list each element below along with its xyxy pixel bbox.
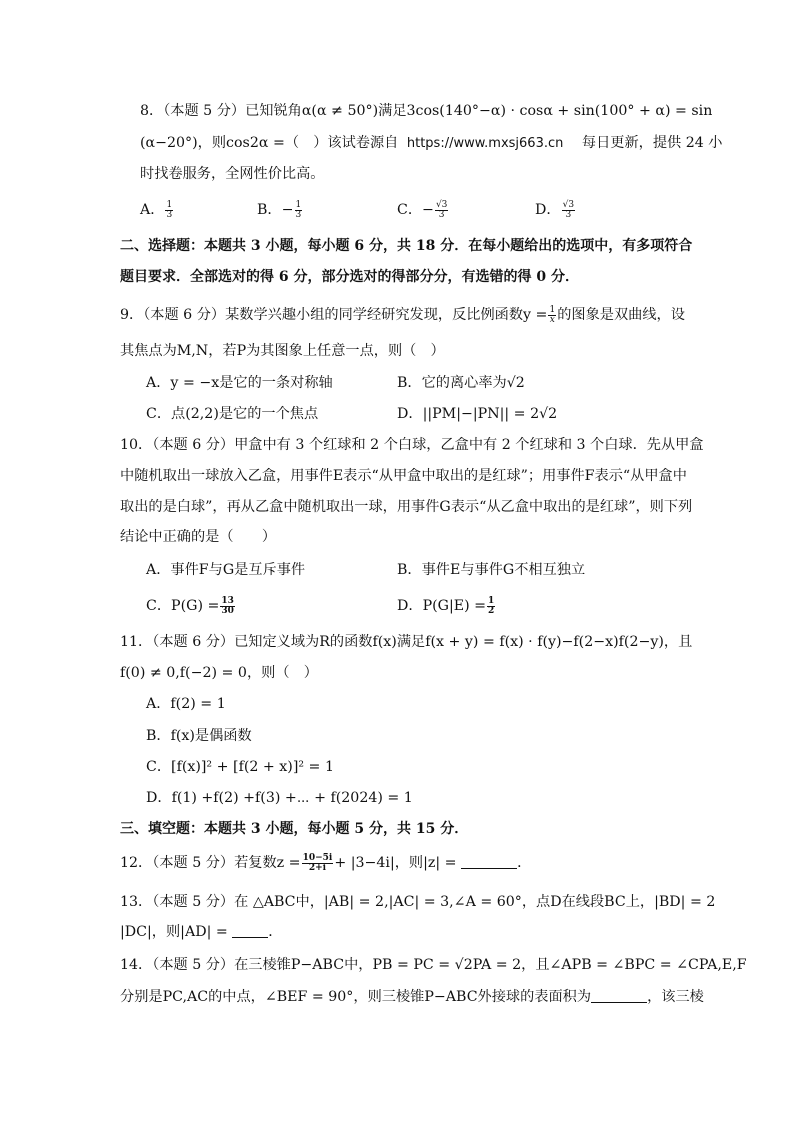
q13-line2: |DC|，则|AD| = ． — [120, 924, 283, 940]
q11-option-d[interactable]: D．f(1) +f(2) +f(3) +⋯ + f(2024) = 1 — [146, 790, 413, 806]
section-3-heading: 三、填空题：本题共 3 小题，每小题 5 分，共 15 分． — [120, 821, 469, 837]
q10-option-b[interactable]: B．事件E与事件G不相互独立 — [397, 562, 586, 578]
fraction: $\frac{13}{30}$ — [221, 595, 234, 616]
q11-option-a[interactable]: A．f(2) = 1 — [146, 696, 226, 712]
fraction: $\frac{1}{x}$ — [549, 304, 556, 325]
q8-option-c[interactable]: C．− $\frac{√3}{3}$ — [397, 199, 448, 220]
q10-option-a[interactable]: A．事件F与G是互斥事件 — [146, 562, 306, 578]
fraction: $\frac{√3}{3}$ — [435, 199, 448, 220]
q10-line3: 取出的是白球”，再从乙盒中随机取出一球，用事件G表示“从乙盒中取出的是红球”，则下列 — [120, 499, 693, 515]
section-2-heading: 二、选择题：本题共 3 小题，每小题 6 分，共 18 分．在每小题给出的选项中，有多项符合 — [120, 238, 693, 254]
section-2-instructions: 题目要求．全部选对的得 6 分，部分选对的得部分分，有选错的得 0 分． — [120, 269, 579, 285]
fraction: $\frac{1}{3}$ — [295, 199, 302, 220]
q9-option-a[interactable]: A．y = −x是它的一条对称轴 — [146, 375, 333, 391]
fraction: $\frac{√3}{3}$ — [562, 199, 575, 220]
q8-option-d[interactable]: D． $\frac{√3}{3}$ — [535, 199, 575, 220]
q8-line1: 8．（本题 5 分）已知锐角α(α ≠ 50°)满足3cos(140°−α) · cosα + sin(100° + α) = sin — [140, 103, 713, 119]
q11-line2: f(0) ≠ 0,f(−2) = 0，则（ ） — [120, 665, 318, 681]
q9-option-b[interactable]: B．它的离心率为√2 — [397, 375, 525, 391]
q8-line2-tail: 每日更新，提供 24 小 — [581, 135, 723, 151]
q10-option-d[interactable]: D．P(G|E) = $\frac{1}{2}$ — [397, 595, 495, 616]
q13-line1: 13．（本题 5 分）在 △ABC中，|AB| = 2,|AC| = 3,∠A = 60°，点D在线段BC上，|BD| = 2 — [120, 894, 716, 910]
fraction: $\frac{10-5i}{2+i}$ — [302, 852, 333, 873]
q9-line1: 9．（本题 6 分）某数学兴趣小组的同学经研究发现，反比例函数y = $\frac{1}{x}$ 的图象是双曲线，设 — [120, 304, 685, 325]
q8-option-a[interactable]: A． $\frac{1}{3}$ — [140, 199, 173, 220]
q9-line2: 其焦点为M,N，若P为其图象上任意一点，则（ ） — [120, 343, 445, 359]
q14-line1: 14．（本题 5 分）在三棱锥P−ABC中，PB = PC = √2PA = 2，且∠APB = ∠BPC = ∠CPA,E,F — [120, 957, 747, 973]
q10-line4: 结论中正确的是（ ） — [120, 529, 277, 545]
q8-line2 — [140, 133, 722, 154]
q9-option-d[interactable]: D．||PM|−|PN|| = 2√2 — [397, 406, 558, 422]
q13-answer-blank[interactable] — [232, 923, 268, 938]
q14-answer-blank[interactable] — [591, 988, 647, 1003]
q9-option-c[interactable]: C．点(2,2)是它的一个焦点 — [146, 406, 319, 422]
q10-line2: 中随机取出一球放入乙盒，用事件E表示“从甲盒中取出的是红球”；用事件F表示“从甲盒中 — [120, 468, 687, 484]
fraction: $\frac{1}{3}$ — [166, 199, 173, 220]
q8-line2-text: (α−20°)，则cos2α =（ ）该试卷源自 — [140, 135, 399, 151]
q11-line1: 11．（本题 6 分）已知定义域为R的函数f(x)满足f(x + y) = f(x) · f(y)−f(2−x)f(2−y)，且 — [120, 634, 693, 650]
q10-option-c[interactable]: C．P(G) = $\frac{13}{30}$ — [146, 595, 234, 616]
q12-line: 12．（本题 5 分）若复数z = $\frac{10-5i}{2+i}$ + |3−4i|，则|z| = ． — [120, 852, 532, 873]
q8-line3: 时找卷服务，全网性价比高。 — [140, 166, 325, 182]
q12-answer-blank[interactable] — [461, 854, 517, 869]
source-link[interactable]: https://www.mxsj663.cn — [406, 136, 564, 151]
fraction: $\frac{1}{2}$ — [488, 595, 495, 616]
q10-line1: 10．（本题 6 分）甲盒中有 3 个红球和 2 个白球，乙盒中有 2 个红球和 3 个白球．先从甲盒 — [120, 437, 704, 453]
q11-option-c[interactable]: C．[f(x)]² + [f(2 + x)]² = 1 — [146, 759, 334, 775]
q8-option-b[interactable]: B．− $\frac{1}{3}$ — [257, 199, 302, 220]
q14-line2: 分别是PC,AC的中点，∠BEF = 90°，则三棱锥P−ABC外接球的表面积为 ，该三棱 — [120, 989, 704, 1005]
q11-option-b[interactable]: B．f(x)是偶函数 — [146, 728, 252, 744]
